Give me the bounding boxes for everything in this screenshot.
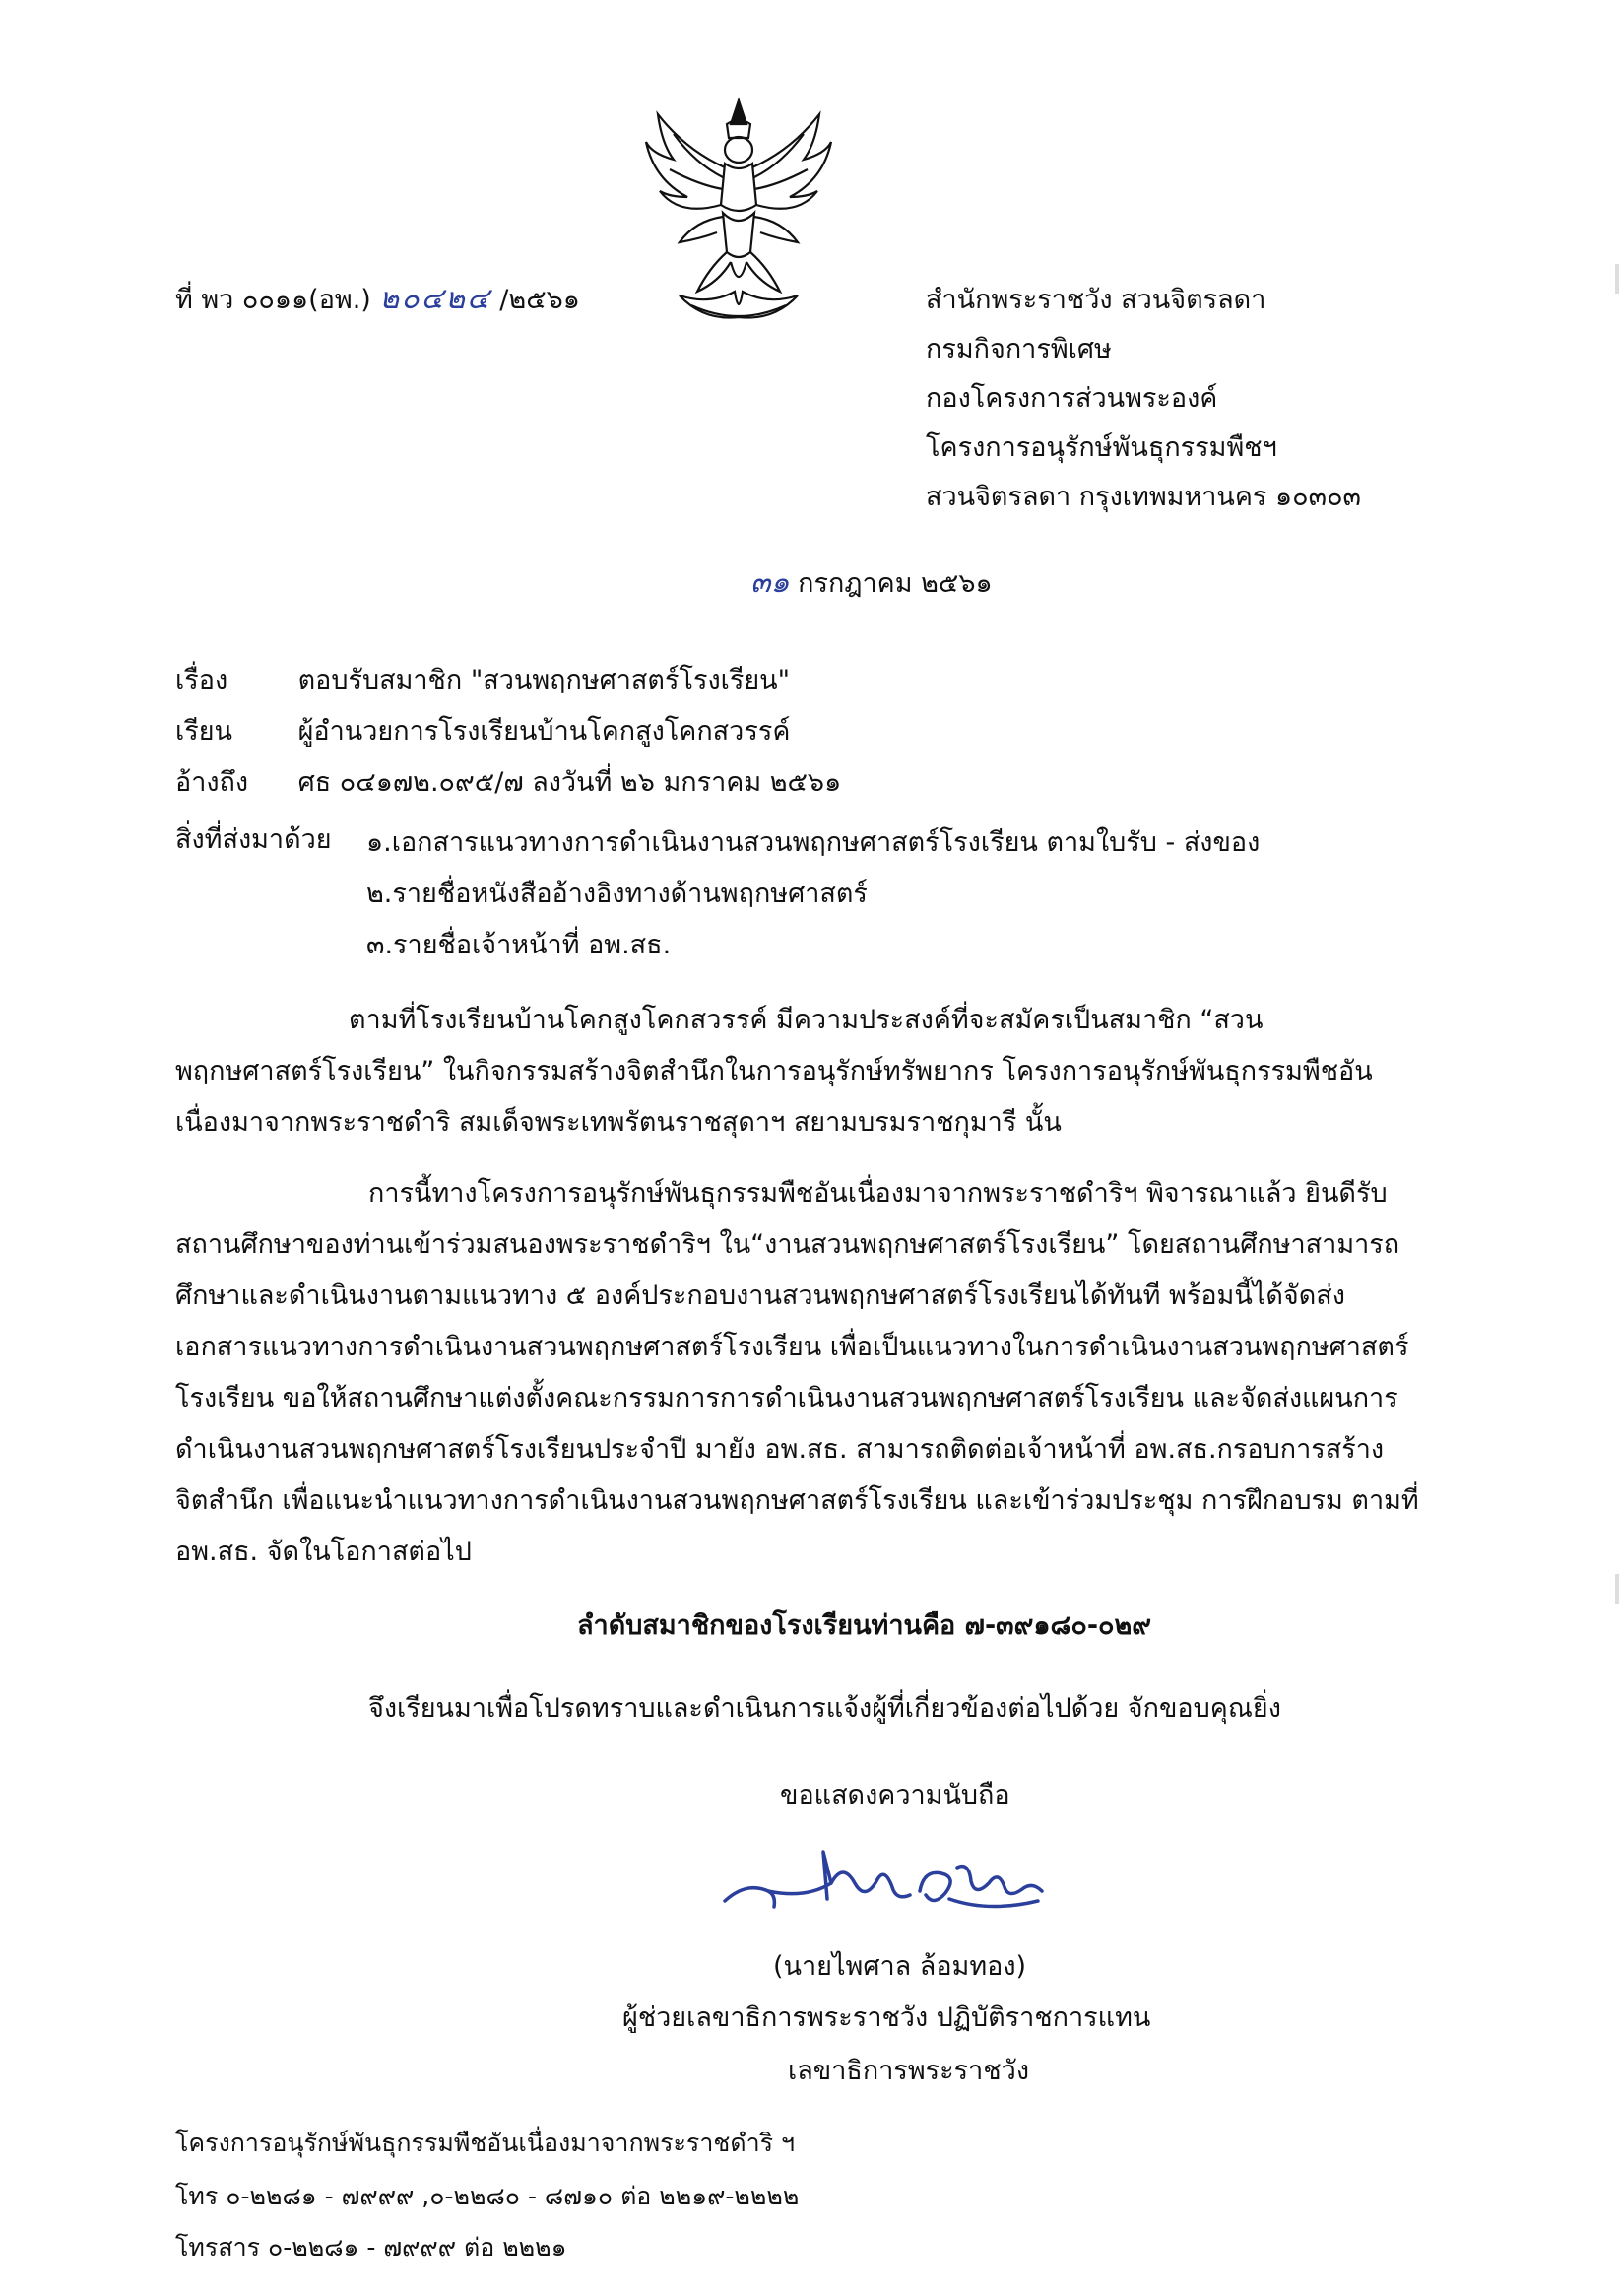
organization-address (926, 276, 1361, 522)
footer-phone: โทร ๐-๒๒๘๑ - ๗๙๙๙ ,๐-๒๒๘๐ - ๘๗๑๐ ต่อ ๒๒๑๙-๒๒๒๒ (175, 2182, 800, 2210)
org-line-2: กรมกิจการพิเศษ (926, 334, 1112, 364)
footer-project: โครงการอนุรักษ์พันธุกรรมพืชอันเนื่องมาจากพระราชดำริ ฯ (175, 2129, 796, 2157)
paragraph-line: จิตสำนึก เพื่อแนะนำแนวทางการดำเนินงานสวนพฤกษศาสตร์โรงเรียน และเข้าร่วมประชุม การฝึกอบรม ตามที่ (175, 1485, 1419, 1516)
paragraph-line: อพ.สธ. จัดในโอกาสต่อไป (175, 1537, 472, 1567)
org-line-3: กองโครงการส่วนพระองค์ (926, 383, 1218, 414)
enclosure-item: ๒.รายชื่อหนังสืออ้างอิงทางด้านพฤกษศาสตร์ (366, 879, 868, 909)
signer-title-line-2: เลขาธิการพระราชวัง (788, 2056, 1030, 2086)
recipient-label: เรียน (175, 716, 233, 747)
reference-label: อ้างถึง (175, 767, 249, 798)
date-month-year: กรกฎาคม ๒๕๖๑ (798, 568, 993, 599)
reference-row (175, 760, 841, 803)
scan-edge-mark (1615, 264, 1619, 294)
paragraph-line: ตามที่โรงเรียนบ้านโคกสูงโคกสวรรค์ มีความประสงค์ที่จะสมัครเป็นสมาชิก “สวน (349, 1005, 1264, 1035)
paragraph-line: การนี้ทางโครงการอนุรักษ์พันธุกรรมพืชอันเนื่องมาจากพระราชดำริฯ พิจารณาแล้ว ยินดีรับ (368, 1178, 1388, 1209)
paragraph-line: เนื่องมาจากพระราชดำริ สมเด็จพระเทพรัตนราชสุดาฯ สยามบรมราชกุมารี นั้น (175, 1107, 1062, 1138)
enclosure-item: ๓.รายชื่อเจ้าหน้าที่ อพ.สธ. (366, 930, 672, 960)
reference-value: ศธ ๐๔๑๗๒.๐๙๕/๗ ลงวันที่ ๒๖ มกราคม ๒๕๖๑ (297, 767, 842, 798)
signer-title-line-1: ผู้ช่วยเลขาธิการพระราชวัง ปฏิบัติราชการแทน (622, 2002, 1151, 2033)
paragraph-line: ดำเนินงานสวนพฤกษศาสตร์โรงเรียนประจำปี มายัง อพ.สธ. สามารถติดต่อเจ้าหน้าที่ อพ.สธ.กรอบการสร้าง (175, 1434, 1385, 1465)
enclosure-item: ๑.เอกสารแนวทางการดำเนินงานสวนพฤกษศาสตร์โรงเรียน ตามใบรับ - ส่งของ (366, 827, 1261, 858)
org-line-5: สวนจิตรลดา กรุงเทพมหานคร ๑๐๓๐๓ (926, 482, 1362, 512)
garuda-emblem-icon (640, 95, 837, 331)
body-paragraph-2 (175, 1168, 1419, 1578)
subject-label: เรื่อง (175, 665, 228, 695)
date-day-handwritten: ๓๑ (750, 565, 790, 600)
enclosure-label: สิ่งที่ส่งมาด้วย (175, 824, 332, 855)
recipient-row (175, 709, 790, 752)
subject-value: ตอบรับสมาชิก "สวนพฤกษศาสตร์โรงเรียน" (297, 665, 791, 695)
handwritten-signature (717, 1822, 1071, 1931)
salutation: ขอแสดงความนับถือ (780, 1780, 1010, 1810)
org-line-1: สำนักพระราชวัง สวนจิตรลดา (926, 285, 1266, 315)
paragraph-line: เอกสารแนวทางการดำเนินงานสวนพฤกษศาสตร์โรงเรียน เพื่อเป็นแนวทางในการดำเนินงานสวนพฤกษศาสตร์ (175, 1332, 1409, 1362)
org-line-4: โครงการอนุรักษ์พันธุกรรมพืชฯ (926, 432, 1277, 463)
paragraph-line: สถานศึกษาของท่านเข้าร่วมสนองพระราชดำริฯ ใน“งานสวนพฤกษศาสตร์โรงเรียน” โดยสถานศึกษาสามารถ (175, 1229, 1400, 1260)
enclosure-list (366, 818, 1260, 971)
paragraph-line: พฤกษศาสตร์โรงเรียน” ในกิจกรรมสร้างจิตสำนึกในการอนุรักษ์ทรัพยากร โครงการอนุรักษ์พันธุกรรมพืชอัน (175, 1056, 1373, 1086)
reference-prefix: ที่ พว ๐๐๑๑(อพ.) (175, 285, 371, 315)
paragraph-line: โรงเรียน ขอให้สถานศึกษาแต่งตั้งคณะกรรมการการดำเนินงานสวนพฤกษศาสตร์โรงเรียน และจัดส่งแผนการ (175, 1383, 1398, 1413)
closing-line: จึงเรียนมาเพื่อโปรดทราบและดำเนินการแจ้งผู้ที่เกี่ยวข้องต่อไปด้วย จักขอบคุณยิ่ง (368, 1693, 1281, 1724)
scan-edge-mark (1615, 1574, 1619, 1604)
signer-name: (นายไพศาล ล้อมทอง) (773, 1951, 1027, 1982)
footer-fax: โทรสาร ๐-๒๒๘๑ - ๗๙๙๙ ต่อ ๒๒๒๑ (175, 2233, 567, 2262)
subject-row (175, 658, 790, 700)
member-number: ลำดับสมาชิกของโรงเรียนท่านคือ ๗-๓๙๑๘๐-๐๒๙ (577, 1610, 1152, 1641)
reference-suffix: /๒๕๖๑ (499, 285, 580, 315)
paragraph-line: ศึกษาและดำเนินงานตามแนวทาง ๕ องค์ประกอบงานสวนพฤกษศาสตร์โรงเรียนได้ทันที พร้อมนี้ได้จัดส่ง (175, 1280, 1345, 1311)
reference-number (175, 276, 580, 322)
body-paragraph-1 (175, 995, 1406, 1148)
reference-handwritten-number: ๒๐๔๒๔ (379, 282, 491, 316)
recipient-value: ผู้อำนวยการโรงเรียนบ้านโคกสูงโคกสวรรค์ (297, 716, 791, 747)
letter-date (750, 559, 993, 606)
